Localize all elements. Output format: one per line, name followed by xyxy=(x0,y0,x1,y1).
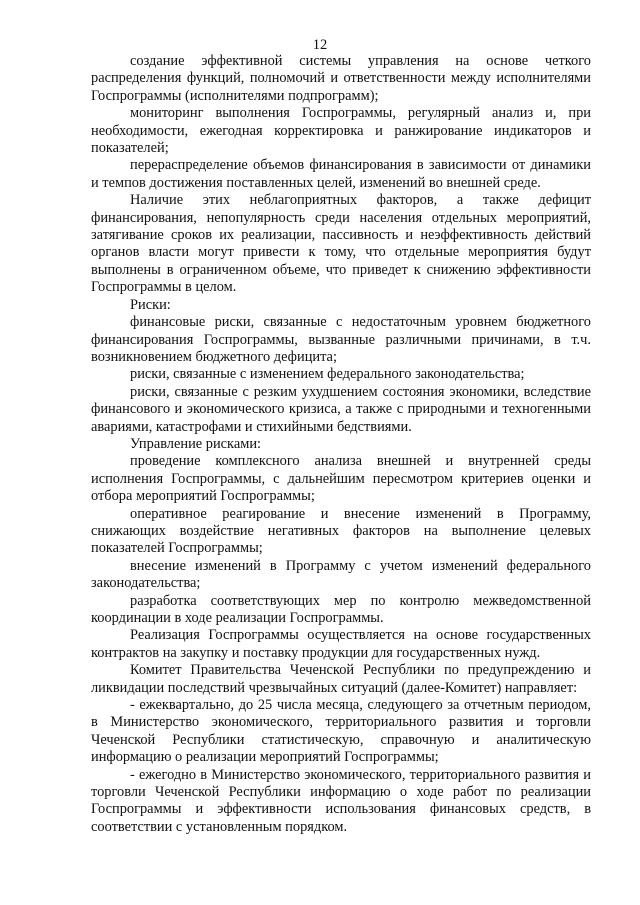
paragraph: проведение комплексного анализа внешней и внутренней среды исполнения Госпрограммы, с дальнейшим пересмотром критериев оценки и отбора мероприятий Госпрограммы; xyxy=(91,453,591,505)
paragraph: разработка соответствующих мер по контролю межведомственной координации в ходе реализации Госпрограммы. xyxy=(91,592,591,626)
paragraph: риски, связанные с резким ухудшением состояния экономики, вследствие финансового и экономического кризиса, а также с природными и техногенными авариями, катастрофами и стихийными бедствиями. xyxy=(91,383,591,435)
paragraph: риски, связанные с изменением федерального законодательства; xyxy=(130,366,525,383)
paragraph: Риски: xyxy=(130,296,171,313)
paragraph: Комитет Правительства Чеченской Республики по предупреждению и ликвидации последствий чрезвычайных ситуаций (далее-Комитет) направляет: xyxy=(91,662,591,696)
paragraph: внесение изменений в Программу с учетом изменений федерального законодательства; xyxy=(91,557,591,592)
body-text xyxy=(91,53,591,836)
paragraph: Управление рисками: xyxy=(130,435,262,452)
paragraph: финансовые риски, связанные с недостаточным уровнем бюджетного финансирования Госпрограммы, вызванные различными причинами, в т.ч. возникновением бюджетного дефицита; xyxy=(91,314,591,365)
paragraph: создание эффективной системы управления на основе четкого распределения функций, полномочий и ответственности между исполнителями Госпрограммы (исполнителями подпрограмм); xyxy=(91,53,591,104)
page-number: 12 xyxy=(312,37,328,53)
paragraph: - ежегодно в Министерство экономического, территориального развития и торговли Чеченской Республики информацию о ходе работ по реализации Госпрограммы и эффективности использования финансовых средств, в соответствии с установленным порядком. xyxy=(91,766,591,835)
paragraph: Наличие этих неблагоприятных факторов, а также дефицит финансирования, непопулярность среди населения отдельных мероприятий, затягивание сроков их реализации, пассивность и неэффективность действий органов власти могут привести к тому, что отдельные мероприятия будут выполнены в ограниченном объеме, что приведет к снижению эффективности Госпрограммы в целом. xyxy=(91,192,591,296)
paragraph: оперативное реагирование и внесение изменений в Программу, снижающих воздействие негативных факторов на выполнение целевых показателей Госпрограммы; xyxy=(91,505,591,557)
paragraph: мониторинг выполнения Госпрограммы, регулярный анализ и, при необходимости, ежегодная корректировка и ранжирование индикаторов и показателей; xyxy=(91,105,591,157)
paragraph: - ежеквартально, до 25 числа месяца, следующего за отчетным периодом, в Министерство экономического, территориального развития и торговли Чеченской Республики статистическую, справочную и аналитическую информацию о реализации мероприятий Госпрограммы; xyxy=(91,697,591,766)
paragraph: Реализация Госпрограммы осуществляется на основе государственных контрактов на закупку и поставку продукции для государственных нужд. xyxy=(91,627,591,661)
paragraph: перераспределение объемов финансирования в зависимости от динамики и темпов достижения поставленных целей, изменений во внешней среде. xyxy=(91,157,591,191)
